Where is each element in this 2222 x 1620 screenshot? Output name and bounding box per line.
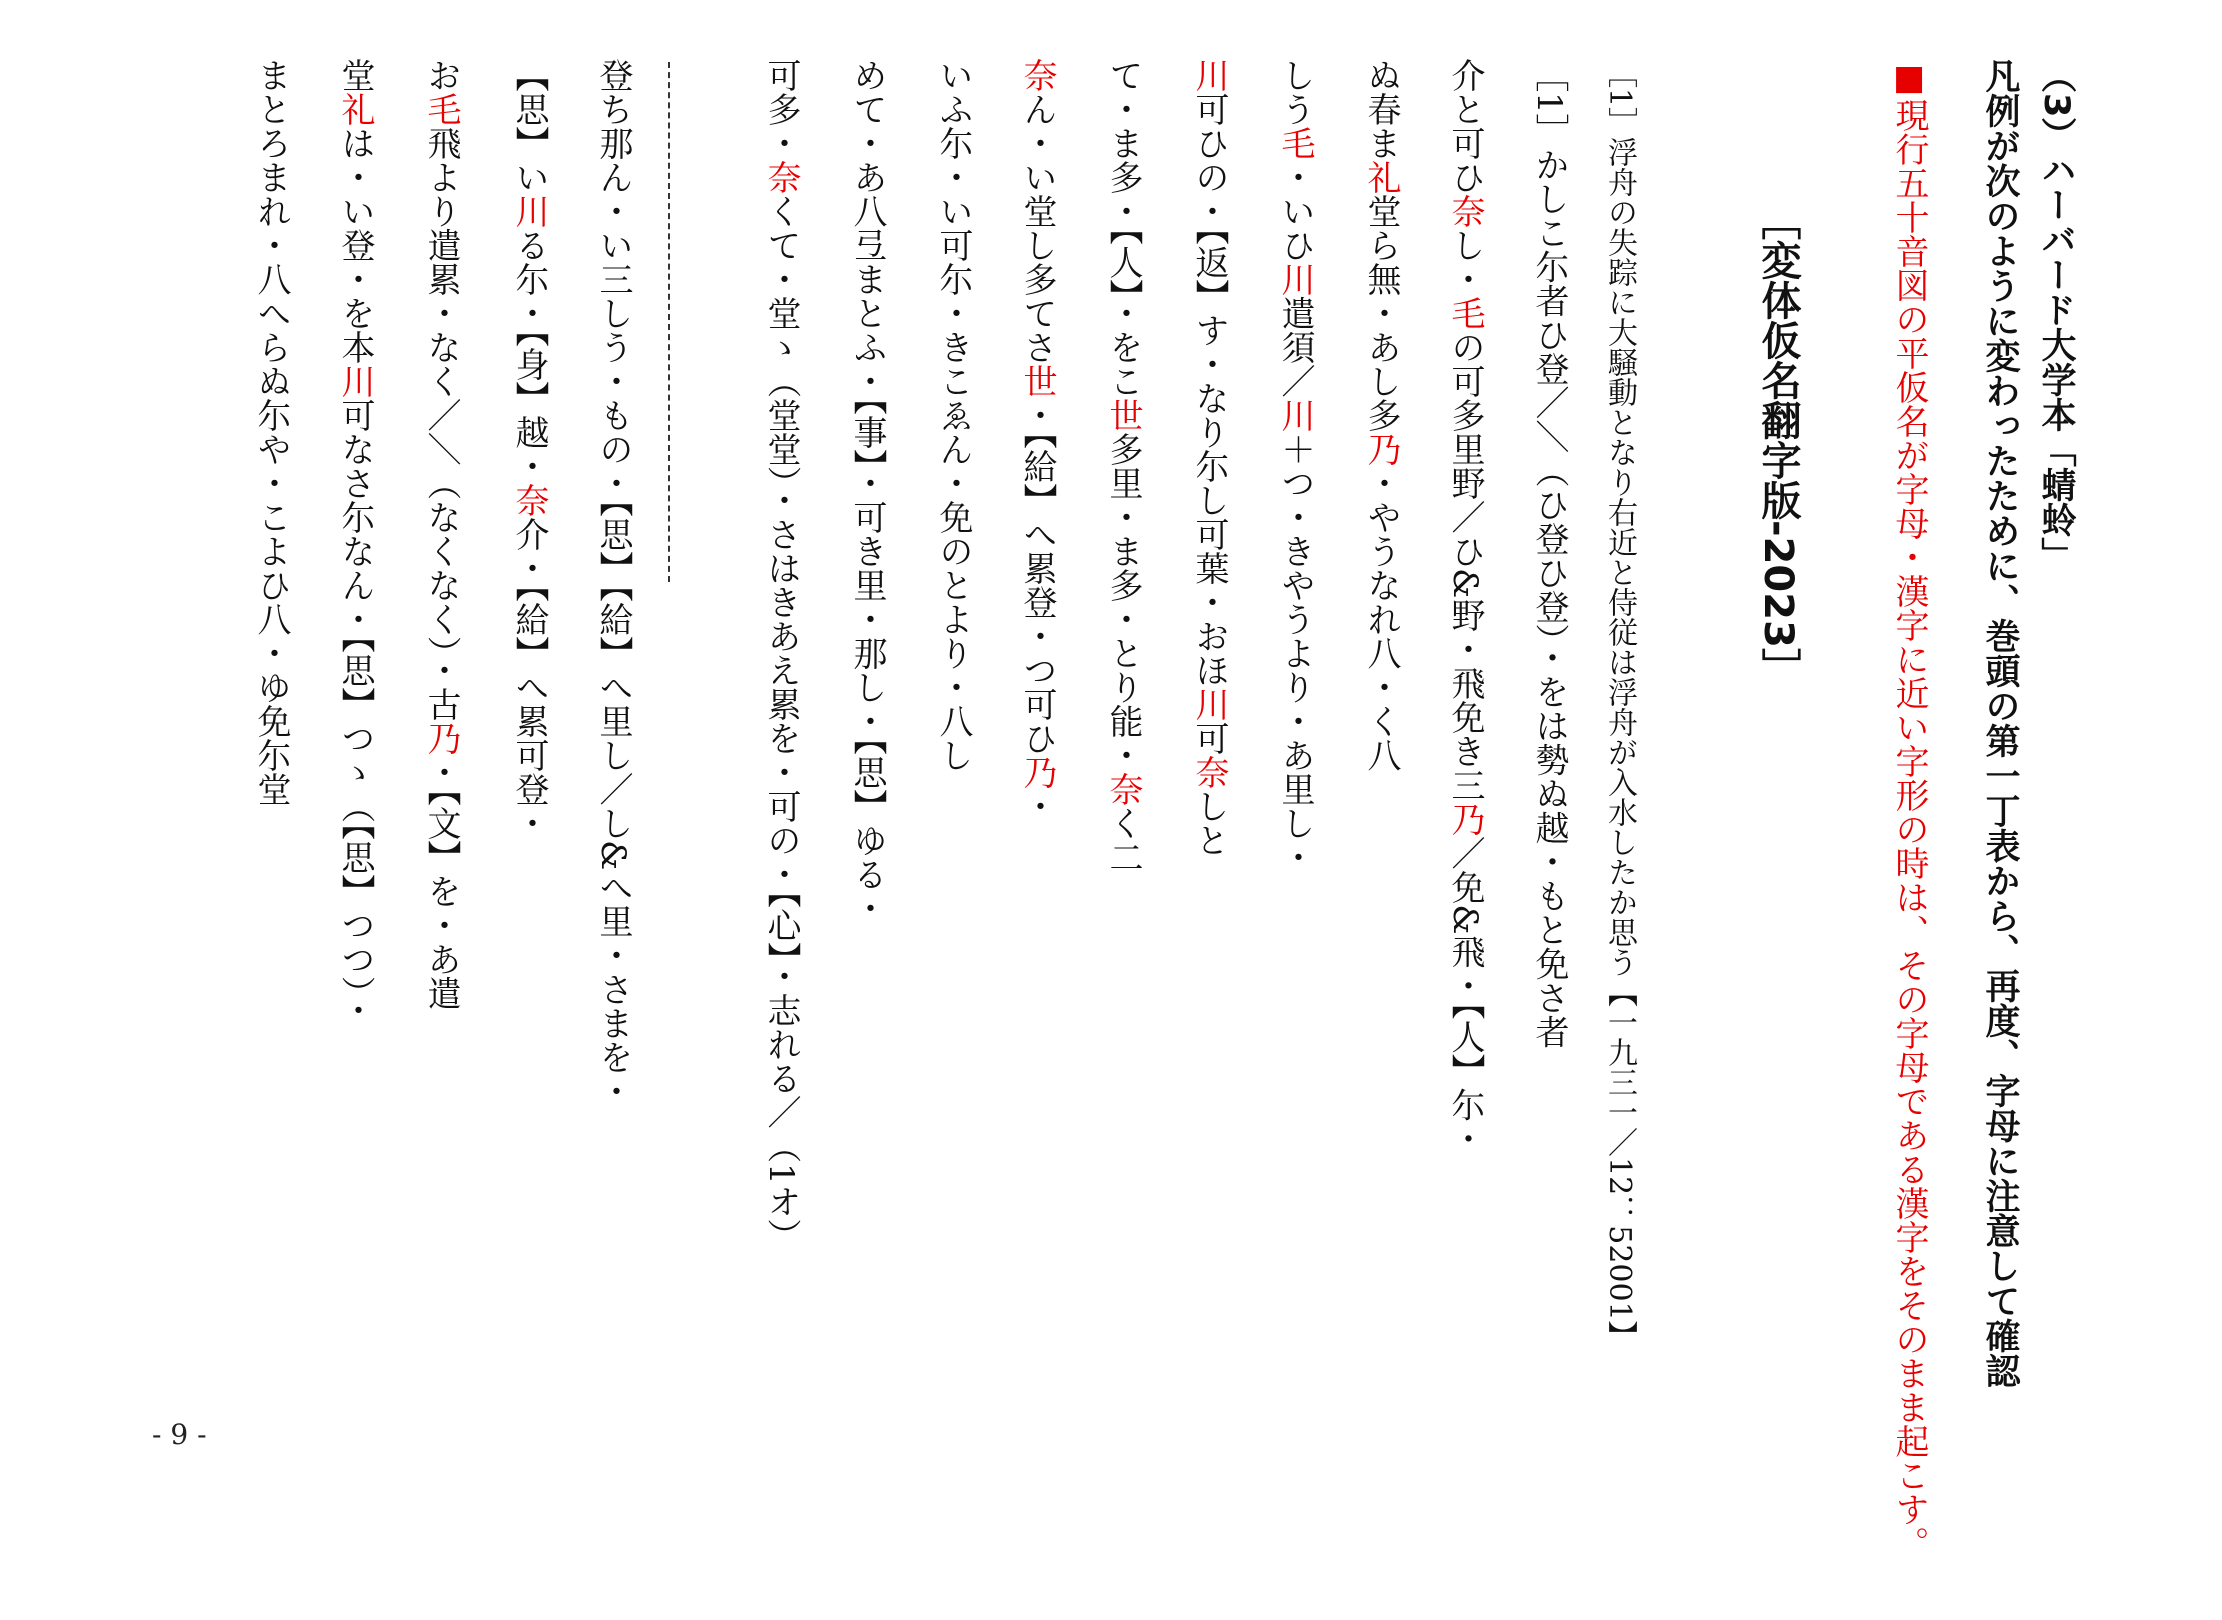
kana-source-glyph: 乃 — [1445, 802, 1485, 837]
transcription-line — [761, 58, 801, 1478]
kana-source-glyph: 川 — [1189, 687, 1229, 721]
kana-source-glyph: 世 — [1017, 364, 1057, 398]
line-text: しう — [1275, 58, 1315, 126]
line-text: は・い登・を本 — [335, 126, 375, 364]
line-text: ／免&飛・【人】尓・ — [1445, 836, 1485, 1156]
transcription-line — [1103, 58, 1143, 1478]
transcription-line — [1189, 58, 1229, 1478]
transcription-line — [1445, 58, 1485, 1478]
line-text: 可 — [1189, 721, 1229, 755]
kana-source-glyph: 川 — [1275, 262, 1315, 296]
edition-title: ［変体仮名翻字版-2023］ — [1755, 200, 1801, 688]
kana-source-glyph: 奈 — [1445, 194, 1485, 228]
transcription-line — [421, 58, 461, 1478]
transcription-line — [1275, 58, 1315, 1478]
page-break-separator — [668, 62, 670, 582]
line-text: 堂ら無・あし多 — [1361, 194, 1401, 432]
line-text: 堂 — [335, 58, 375, 92]
kana-source-glyph: 奈 — [509, 483, 549, 517]
transcription-line — [1361, 58, 1401, 1478]
line-text: 介と可ひ — [1445, 58, 1485, 194]
line-text: 可なさ尓なん・【思】つゝ（【思】つつ）・ — [335, 398, 375, 1027]
kana-source-glyph: 礼 — [335, 92, 375, 126]
line-text: 遣須／ — [1275, 296, 1315, 398]
kana-source-glyph: 乃 — [1361, 432, 1401, 466]
line-text: し・ — [1445, 228, 1485, 296]
line-text: ・【給】へ累登・つ可ひ — [1017, 398, 1057, 755]
kana-source-glyph: 毛 — [1445, 296, 1485, 330]
kana-source-glyph: 奈 — [761, 160, 801, 194]
kana-source-glyph: 奈 — [1189, 755, 1229, 789]
kana-source-glyph: 川 — [335, 364, 375, 398]
kana-source-glyph: 奈 — [1017, 58, 1057, 92]
line-text: 【思】い — [509, 58, 549, 194]
kana-source-glyph: 乃 — [421, 721, 461, 755]
transcription-line — [335, 58, 375, 1478]
kana-source-glyph: 乃 — [1017, 755, 1057, 789]
citation-line: ［1］浮舟の失踪に大騒動となり右近と侍従は浮舟が入水したか思う【一九三一／12：52001】 — [1602, 58, 1637, 1351]
kana-source-glyph: 奈 — [1103, 772, 1143, 806]
line-text: しと — [1189, 789, 1229, 857]
transcription-note: ■現行五十音図の平仮名が字母・漢字に近い字形の時は、その字母である漢字をそのまま起こす。 — [1889, 58, 1929, 1560]
line-text: お — [421, 58, 461, 92]
line-text: 登ち那ん・い三しう・もの・【思】【給】へ里し／し&へ里・さまを・ — [593, 58, 633, 1109]
transcription-line — [1529, 58, 1569, 1478]
transcription-line — [509, 58, 549, 1478]
line-text: ［1］かしこ尓者ひ登／＼（ひ登ひ登）・をは勢ぬ越・もと免さ者 — [1529, 58, 1569, 1049]
kana-source-glyph: 川 — [1275, 398, 1315, 432]
line-text: る尓・【身】越・ — [509, 228, 549, 483]
kana-source-glyph: 毛 — [421, 92, 461, 126]
transcription-line — [593, 58, 633, 1478]
line-text: 可多・ — [761, 58, 801, 160]
kana-source-glyph: 川 — [1189, 58, 1229, 92]
line-text: 可ひの・【返】す・なり尓し可葉・おほ — [1189, 92, 1229, 687]
page-number: - 9 - — [152, 1418, 207, 1451]
transcription-line — [933, 58, 973, 1478]
line-text: ぬ春ま — [1361, 58, 1401, 160]
kana-source-glyph: 礼 — [1361, 160, 1401, 194]
kana-source-glyph: 川 — [509, 194, 549, 228]
line-text: ・【文】を・あ遣 — [421, 755, 461, 1010]
line-text: ・やうなれ八・く八 — [1361, 466, 1401, 772]
line-text: いふ尓・い可尓・きこゑん・免のとより・八し — [933, 58, 973, 772]
section-subheading: 凡例が次のように変わったために、巻頭の第一丁表から、再度、字母に注意して確認 — [1980, 58, 2020, 1388]
kana-source-glyph: 世 — [1103, 398, 1143, 432]
line-text: て・ま多・【人】・をこ — [1103, 58, 1143, 398]
line-text: ん・い堂し多てさ — [1017, 92, 1057, 364]
transcription-line — [847, 58, 887, 1478]
transcription-line — [1017, 58, 1057, 1478]
kana-source-glyph: 毛 — [1275, 126, 1315, 160]
line-text: ＋つ・きやうより・あ里し・ — [1275, 432, 1315, 874]
line-text: ・ — [1017, 789, 1057, 823]
line-text: の可多里野／ひ&野・飛免き三 — [1445, 330, 1485, 803]
line-text: めて・あ八弖まとふ・【事】・可き里・那し・【思】ゆる・ — [847, 58, 887, 925]
line-text: 多里・ま多・とり能・ — [1103, 432, 1143, 772]
line-text: 介・【給】へ累可登・ — [509, 517, 549, 840]
line-text: 飛より遣累・なく／＼（なくなく）・古 — [421, 126, 461, 721]
line-text: まとろまれ・八へらぬ尓や・こよひ八・ゆ免尓堂 — [251, 58, 291, 806]
transcription-line — [251, 58, 291, 1478]
line-text: ・いひ — [1275, 160, 1315, 262]
line-text: くて・堂ゝ（堂堂）・さはきあえ累を・可の・【心】・志れる／（1オ） — [761, 194, 801, 1253]
line-text: く二 — [1103, 806, 1143, 874]
section-heading: （3）ハーバード大学本「蜻蛉」 — [2036, 58, 2076, 573]
